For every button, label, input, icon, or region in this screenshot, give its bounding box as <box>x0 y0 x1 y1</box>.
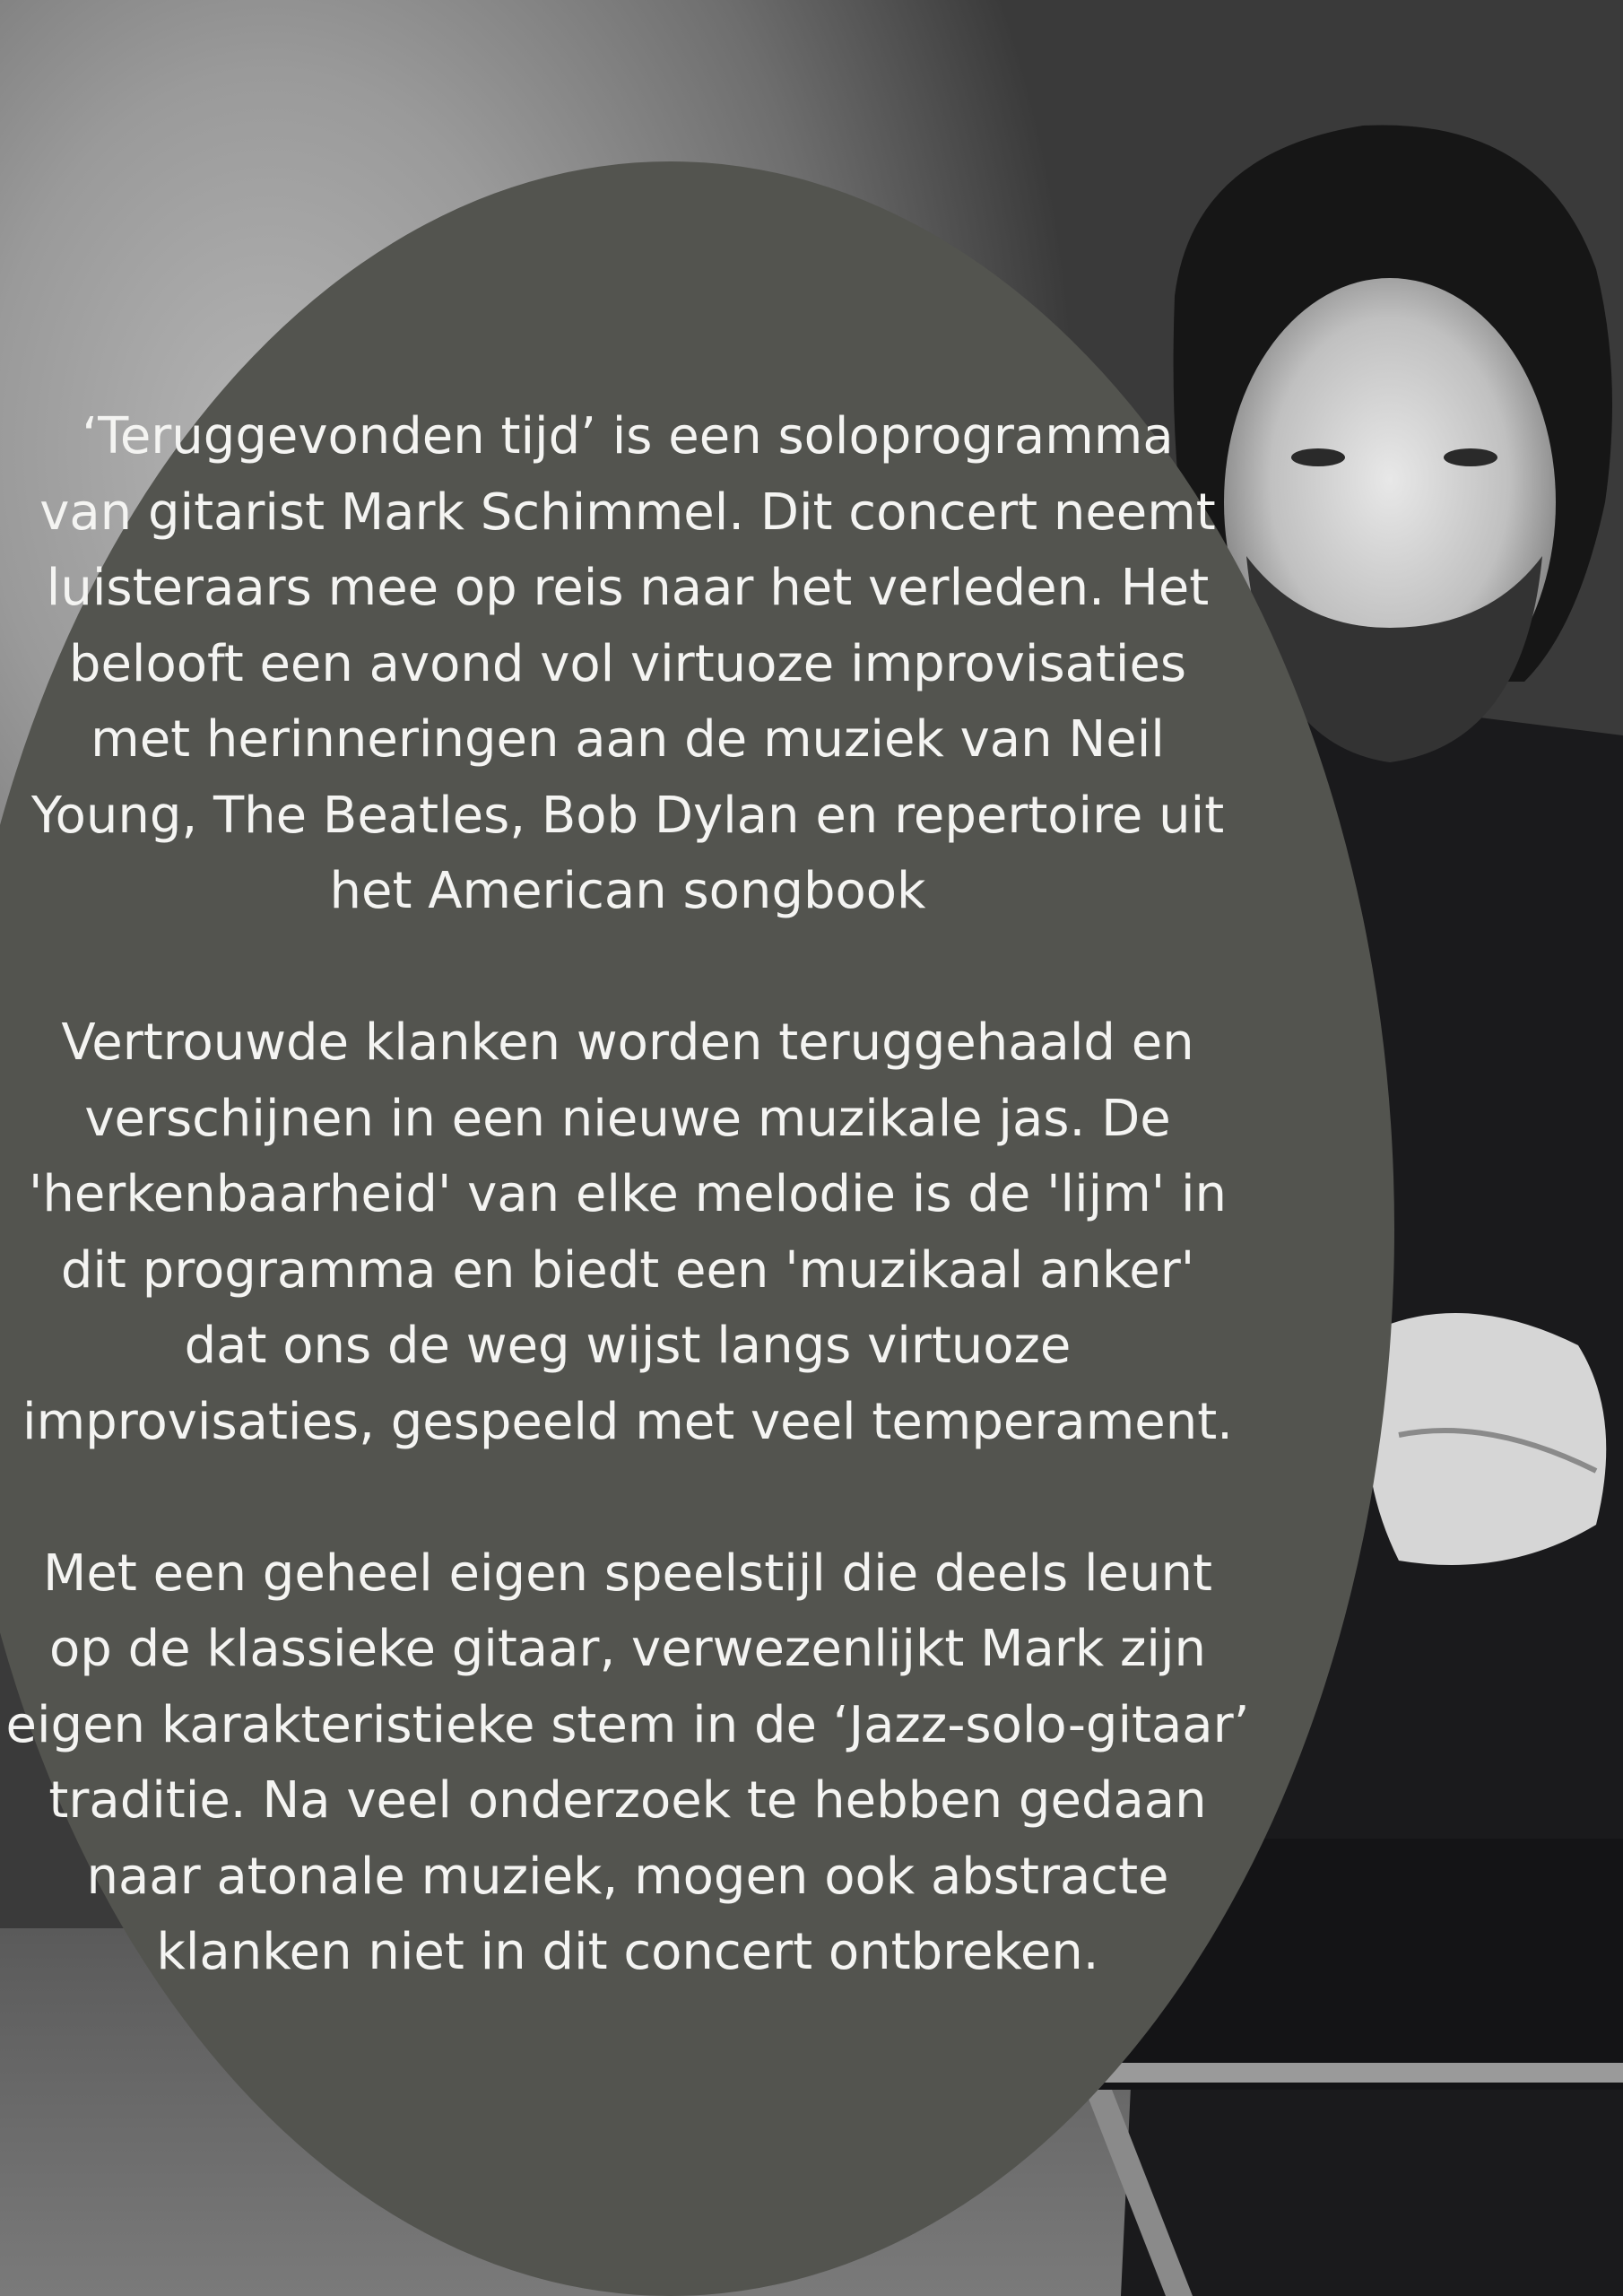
style-paragraph: Met een geheel eigen speelstijl die deels leunt op de klassieke gitaar, verwezenlijkt Mark zijn eigen karakteristieke stem in de ‘Jazz-solo-gitaar’ traditie. Na veel onderzoek te hebben gedaan naar atonale muziek, mogen ook abstracte klanken niet in dit concert ontbreken. <box>5 1544 1250 1981</box>
program-description <box>0 399 1255 1991</box>
intro-paragraph: ‘Teruggevonden tijd’ is een soloprogramma van gitarist Mark Schimmel. Dit concert neemt luisteraars mee op reis naar het verleden. Het belooft een avond vol virtuoze improvisaties met herinneringen aan de muziek van Neil Young, The Beatles, Bob Dylan en repertoire uit het American songbook <box>30 407 1225 920</box>
repertoire-paragraph: Vertrouwde klanken worden teruggehaald en verschijnen in een nieuwe muzikale jas. De 'herkenbaarheid' van elke melodie is de 'lijm' in dit programma en biedt een 'muzikaal anker' dat ons de weg wijst langs virtuoze improvisaties, gespeeld met veel temperament. <box>22 1013 1233 1451</box>
